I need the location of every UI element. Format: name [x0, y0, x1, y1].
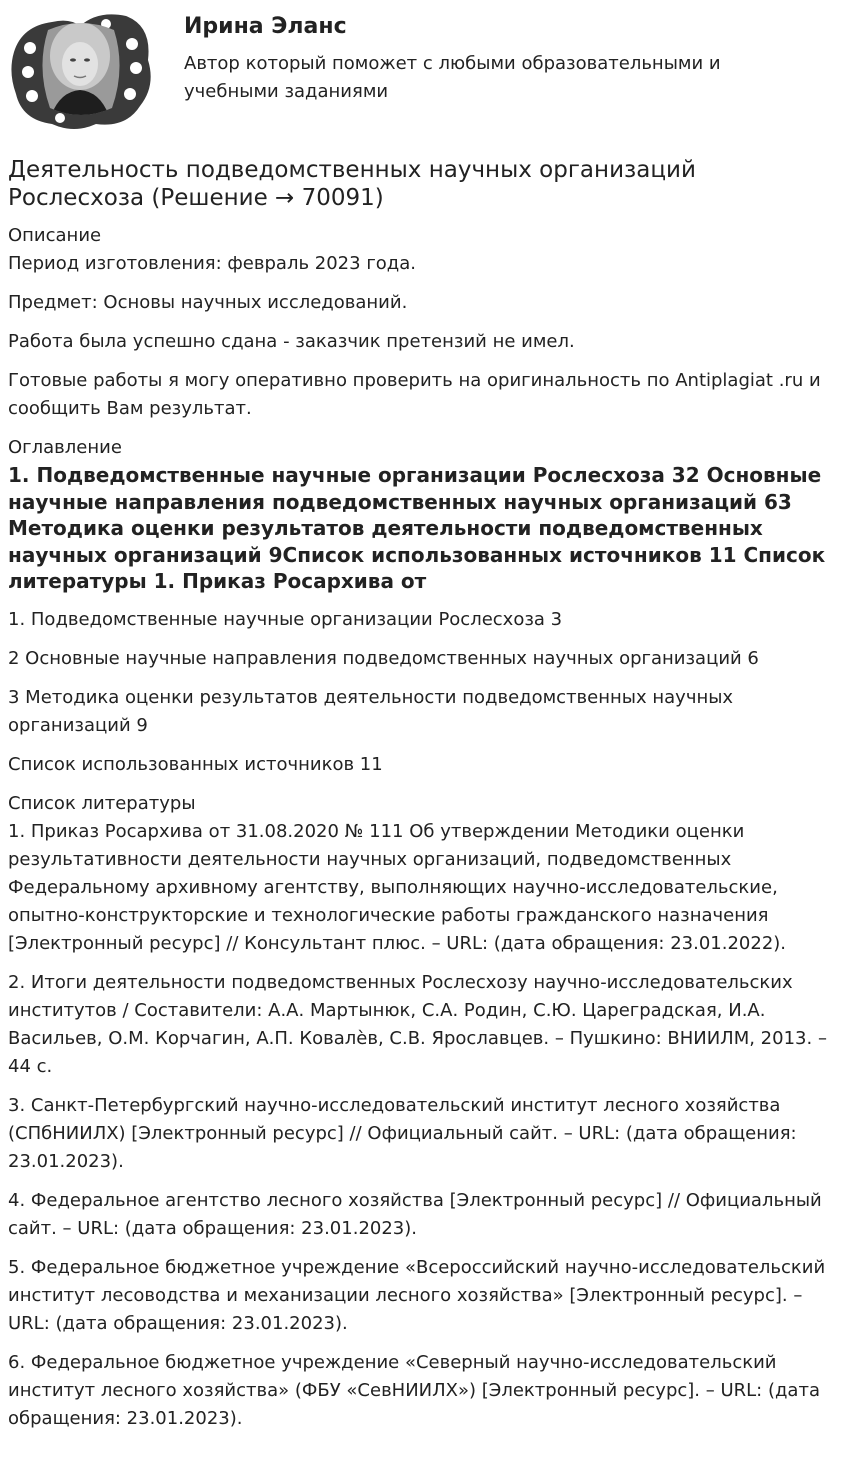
literature-item: 3. Санкт-Петербургский научно-исследовательский институт лесного хозяйства (СПбНИИЛХ) [Электронный ресурс] // Официальный сайт. – URL: (дата обращения: 23.01.2023). — [8, 1094, 797, 1172]
author-avatar[interactable] — [8, 8, 154, 134]
author-card — [8, 8, 839, 134]
toc-item: Список использованных источников 11 — [8, 753, 383, 775]
literature-item: 2. Итоги деятельности подведомственных Рослесхозу научно-исследовательских институтов / Составители: А.А. Мартынюк, С.А. Родин, С.Ю. Цареградская, И.А. Васильев, О.М. Корчагин, А.П. Ковалѐв, С.В. Ярославцев. – Пушкино: ВНИИЛМ, 2013. – 44 с. — [8, 971, 827, 1077]
author-name[interactable]: Ирина Эланс — [184, 14, 347, 39]
toc-item: 2 Основные научные направления подведомственных научных организаций 6 — [8, 647, 759, 669]
toc-summary: 1. Подведомственные научные организации Рослесхоза 32 Основные научные направления подведомственных научных организаций 63 Методика оценки результатов деятельности подведомственных научных организаций 9Список использованных источников 11 Список литературы 1. Приказ Росархива от — [8, 463, 826, 593]
toc-item: 1. Подведомственные научные организации Рослесхоза 3 — [8, 608, 563, 630]
description-paragraph: Готовые работы я могу оперативно проверить на оригинальность по Antiplagiat .ru и сообщить Вам результат. — [8, 370, 821, 419]
avatar-film-frame-icon — [8, 8, 154, 134]
page-title: Деятельность подведомственных научных организаций Рослесхоза (Решение → 70091) — [8, 157, 696, 211]
description-paragraph: Предмет: Основы научных исследований. — [8, 292, 408, 313]
toc-item: 3 Методика оценки результатов деятельности подведомственных научных организаций 9 — [8, 686, 734, 736]
literature-label: Список литературы — [8, 792, 196, 814]
literature-item: 4. Федеральное агентство лесного хозяйства [Электронный ресурс] // Официальный сайт. – URL: (дата обращения: 23.01.2023). — [8, 1189, 822, 1239]
description-paragraph: Период изготовления: февраль 2023 года. — [8, 253, 416, 274]
description-label: Описание — [8, 225, 102, 246]
literature-item: 6. Федеральное бюджетное учреждение «Северный научно-исследовательский институт лесного хозяйства» (ФБУ «СевНИИЛХ») [Электронный ресурс]. – URL: (дата обращения: 23.01.2023). — [8, 1351, 820, 1429]
author-info — [184, 8, 784, 106]
author-description: Автор который поможет с любыми образовательными и учебными заданиями — [184, 53, 721, 102]
description-paragraph: Работа была успешно сдана - заказчик претензий не имел. — [8, 331, 575, 352]
toc-label: Оглавление — [8, 437, 122, 458]
literature-item: 5. Федеральное бюджетное учреждение «Всероссийский научно-исследовательский институт лесоводства и механизации лесного хозяйства» [Электронный ресурс]. – URL: (дата обращения: 23.01.2023). — [8, 1256, 826, 1334]
literature-item: 1. Приказ Росархива от 31.08.2020 № 111 Об утверждении Методики оценки результативности деятельности научных организаций, подведомственных Федеральному архивному агентству, выполняющих научно-исследовательские, опытно-конструкторские и технологические работы гражданского назначения [Электронный ресурс] // Консультант плюс. – URL: (дата обращения: 23.01.2022). — [8, 820, 787, 954]
